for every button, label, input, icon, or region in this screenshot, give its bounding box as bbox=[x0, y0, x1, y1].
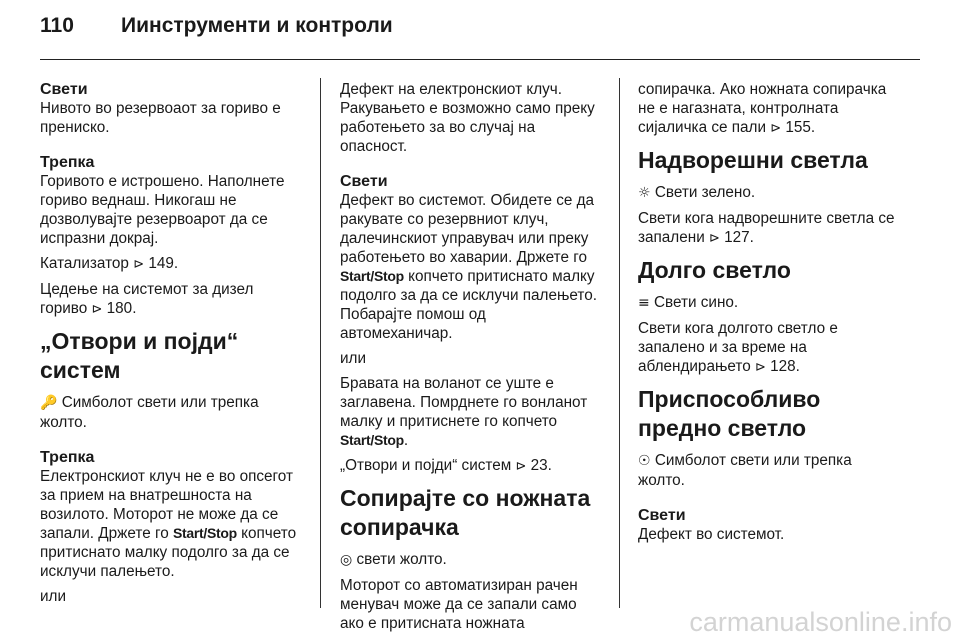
section-heading-prisposobl: Приспособливо предно светло bbox=[638, 386, 821, 441]
page-ref-arrow-icon: ⊳ bbox=[709, 231, 720, 246]
key-car-icon: 🔑 bbox=[40, 395, 58, 411]
header-divider bbox=[40, 59, 920, 60]
page-ref-arrow-icon: ⊳ bbox=[91, 302, 103, 317]
paragraph: ≡ Свети сино. bbox=[638, 294, 739, 311]
heading-sveti: Свети bbox=[40, 81, 88, 98]
paragraph-ili: или bbox=[340, 350, 367, 367]
page-number: 110 bbox=[40, 14, 74, 37]
paragraph: Горивото е истрошено. Наполнете гориво веднаш. Никогаш не дозволувајте резервоарот да се испразни докрај. bbox=[40, 173, 285, 247]
section-heading-dolgo: Долго светло bbox=[638, 257, 791, 283]
start-stop-label: Start/Stop bbox=[172, 525, 237, 541]
start-stop-label: Start/Stop bbox=[340, 432, 404, 448]
page-ref[interactable]: 155. bbox=[785, 119, 816, 136]
column-3 bbox=[638, 80, 900, 550]
page-ref-arrow-icon: ⊳ bbox=[754, 360, 766, 375]
exterior-lights-icon: ☼ bbox=[638, 185, 651, 201]
paragraph: Моторот со автоматизиран рачен менувач може да се запали само ако е притисната ножната bbox=[340, 577, 578, 632]
paragraph: Нивото во резервоаот за гориво е прениско. bbox=[40, 100, 281, 136]
column-1 bbox=[40, 80, 302, 612]
page-ref-arrow-icon: ⊳ bbox=[515, 459, 527, 474]
paragraph: Свети кога долгото светло е запалено и за време на аблендирањето ⊳ 128. bbox=[638, 320, 838, 375]
paragraph: Дефект во системот. Обидете се да ракувате со резервниот клуч, далечинскиот управувач или преку работењето во хаварии. Држете го Start/Stop копчето притиснато малку подолго за да се исклучи палењето. Побарајте помош од автомеханичар. bbox=[340, 192, 597, 342]
paragraph: ☼ Свети зелено. bbox=[638, 184, 756, 201]
page-ref-arrow-icon: ⊳ bbox=[133, 257, 145, 272]
adaptive-light-icon: ☉ bbox=[638, 453, 651, 469]
page-ref[interactable]: 180. bbox=[106, 300, 137, 317]
paragraph: ☉ Симболот свети или трепка жолто. bbox=[638, 452, 852, 489]
paragraph: Дефект на електронскиот клуч. Ракувањето е возможно само преку работењето за во случај на опасност. bbox=[340, 81, 595, 155]
high-beam-icon: ≡ bbox=[638, 295, 650, 311]
paragraph: Бравата на воланот се уште е заглавена. Помрднете го вонланот малку и притиснете го копчето Start/Stop. bbox=[340, 375, 588, 449]
start-stop-label: Start/Stop bbox=[340, 268, 404, 284]
paragraph-ili: или bbox=[40, 588, 67, 605]
paragraph: 🔑 Симболот свети или трепка жолто. bbox=[40, 394, 259, 431]
section-heading-nadvoresni: Надворешни светла bbox=[638, 147, 868, 173]
column-divider bbox=[619, 78, 620, 608]
heading-trepka: Трепка bbox=[40, 154, 95, 171]
heading-sveti: Свети bbox=[340, 173, 388, 190]
heading-sveti: Свети bbox=[638, 507, 686, 524]
paragraph: сопирачка. Ако ножната сопирачка не е нагазната, контролната сијаличка се пали ⊳ 155. bbox=[638, 81, 887, 136]
page-header bbox=[40, 14, 393, 38]
section-heading-sopirachka: Сопирајте со ножната сопирачка bbox=[340, 485, 591, 540]
paragraph: Електронскиот клуч не е во опсегот за прием на внатрешноста на возилото. Моторот не може да се запали. Држете го Start/Stop копчето притиснато малку подолго за да се исклучи палењето. bbox=[40, 468, 297, 580]
page-ref[interactable]: 128. bbox=[770, 358, 800, 375]
paragraph: ◎ свети жолто. bbox=[340, 551, 447, 568]
page-ref-arrow-icon: ⊳ bbox=[770, 121, 782, 136]
paragraph-ref: „Отвори и појди“ систем ⊳ 23. bbox=[340, 457, 552, 474]
heading-trepka: Трепка bbox=[40, 449, 95, 466]
column-2 bbox=[340, 80, 602, 639]
paragraph-cedenje: Цедење на системот за дизел гориво ⊳ 180. bbox=[40, 281, 254, 317]
page-title: Иинструменти и контроли bbox=[121, 14, 393, 37]
paragraph-katalizator: Катализатор ⊳ 149. bbox=[40, 255, 179, 272]
column-divider bbox=[320, 78, 321, 608]
page-ref[interactable]: 149. bbox=[148, 255, 179, 272]
page-ref[interactable]: 127. bbox=[724, 229, 754, 246]
brake-pedal-icon: ◎ bbox=[340, 552, 353, 568]
page-ref[interactable]: 23. bbox=[530, 457, 552, 474]
section-heading-otvori: „Отвори и појди“ систем bbox=[40, 328, 239, 383]
watermark: carmanualsonline.info bbox=[689, 607, 952, 637]
paragraph: Дефект во системот. bbox=[638, 526, 785, 543]
paragraph: Свети кога надворешните светла се запалени ⊳ 127. bbox=[638, 210, 895, 246]
